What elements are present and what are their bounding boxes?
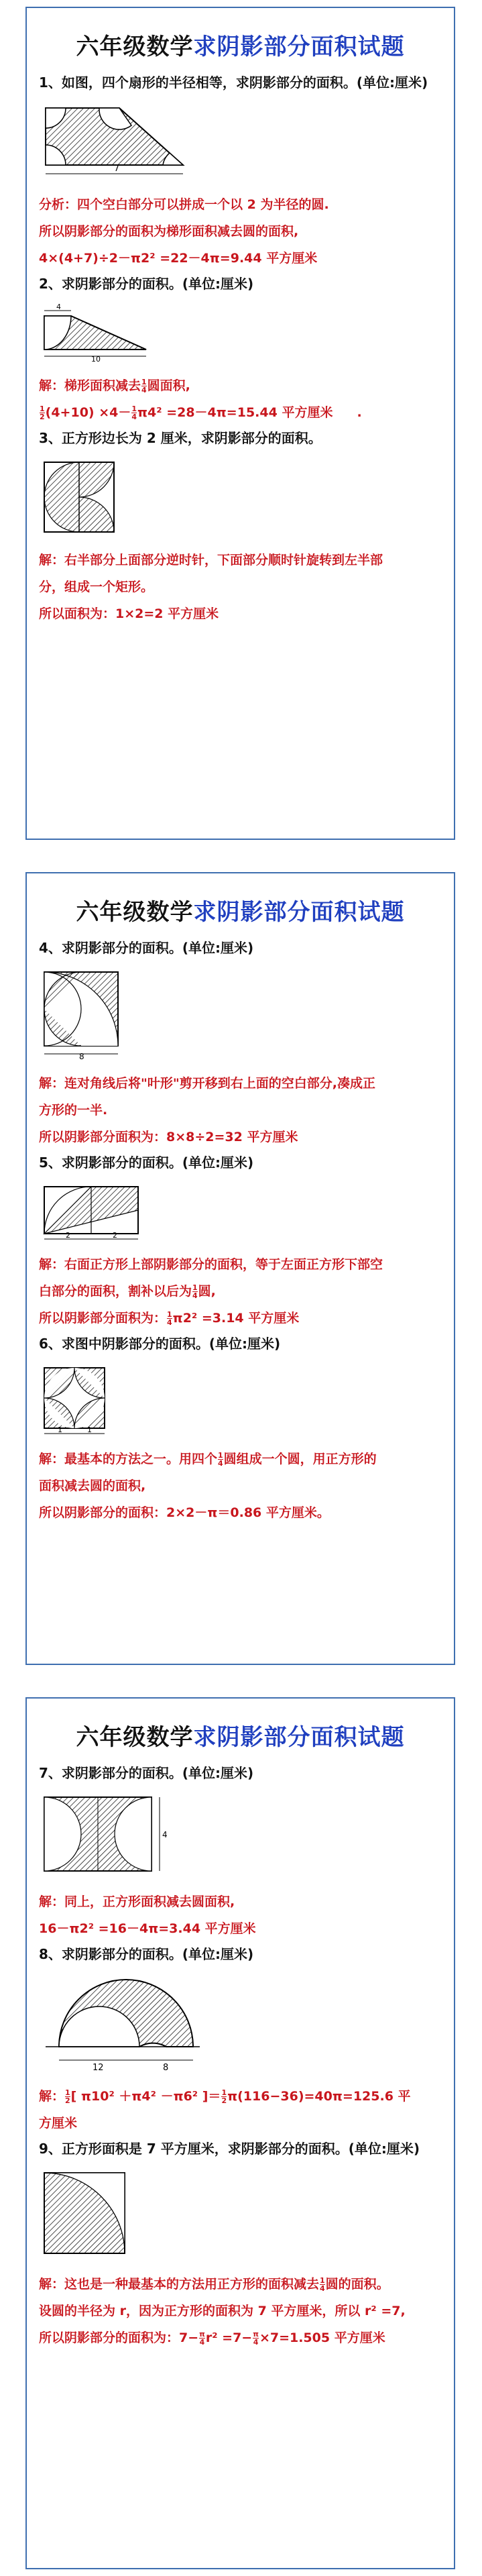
q9-answer-line-2: 设圆的半径为 r，因为正方形的面积为 7 平方厘米，所以 r² =7, (39, 2304, 406, 2318)
q8-answer-line-2: 方厘米 (39, 2116, 78, 2131)
question-4: 4、求阴影部分的面积。(单位:厘米) (39, 940, 254, 956)
figure-5-label-right: 2 (113, 1231, 117, 1240)
q2-answer-line-1: 解：梯形面积减去 $\frac{1}{4}$ 圆面积, (39, 378, 190, 394)
figure-1-label: 7 (114, 164, 120, 174)
figure-7 (39, 1792, 173, 1879)
figure-9 (39, 2167, 133, 2261)
figure-5-label-left: 2 (66, 1231, 70, 1240)
figure-6-label-right: 1 (87, 1426, 92, 1434)
page-3 (25, 1697, 455, 2569)
question-3: 3、正方形边长为 2 厘米，求阴影部分的面积。 (39, 430, 322, 446)
question-7: 7、求阴影部分的面积。(单位:厘米) (39, 1765, 254, 1781)
q6-answer-line-2: 面积减去圆的面积, (39, 1479, 146, 1493)
q8-answer-line-1: 解： $\frac{1}{2}$ [ π10² ＋π4² －π6² ]＝ $\frac{1}{2}$ π(116−36)=40π=125.6 平 (39, 2088, 411, 2105)
q2-answer-line-2: $\frac{1}{2}$ (4+10) ×4－ $\frac{1}{4}$ π4² =28－4π=15.44 平方厘米 . (40, 405, 362, 421)
page-2 (25, 872, 455, 1665)
figure-2-bottom-label: 10 (91, 355, 101, 363)
q9-answer-line-1: 解：这也是一种最基本的方法用正方形的面积减去 $\frac{1}{4}$ 圆的面积。 (39, 2276, 389, 2293)
q5-answer-line-3: 所以阴影部分面积为： $\frac{1}{4}$ π2² =3.14 平方厘米 (39, 1310, 300, 1327)
page-1 (25, 7, 455, 840)
q1-answer-line-1: 分析：四个空白部分可以拼成一个以 2 为半径的圆. (39, 197, 329, 212)
q3-answer-line-2: 分，组成一个矩形。 (39, 580, 154, 594)
q7-answer-line-1: 解：同上，正方形面积减去圆面积, (39, 1894, 235, 1909)
title-part1: 六年级数学 (76, 34, 194, 60)
figure-8 (39, 1973, 213, 2074)
page-title: 六年级数学求阴影部分面积试题 (76, 899, 405, 926)
question-5: 5、求阴影部分的面积。(单位:厘米) (39, 1155, 254, 1171)
figure-6 (39, 1362, 119, 1436)
q9-answer-line-3: 所以阴影部分的面积为：7− $\frac{\pi}{4}$ r² =7− $\frac{\pi}{4}$ ×7=1.505 平方厘米 (39, 2330, 385, 2347)
figure-4 (39, 967, 133, 1061)
figure-4-label: 8 (79, 1052, 84, 1061)
question-9: 9、正方形面积是 7 平方厘米，求阴影部分的面积。(单位:厘米) (39, 2141, 420, 2157)
figure-7-label: 4 (162, 1830, 168, 1839)
q4-answer-line-1: 解：连对角线后将"叶形"剪开移到右上面的空白部分,凑成正 (39, 1076, 376, 1091)
q5-answer-line-1: 解：右面正方形上部阴影部分的面积，等于左面正方形下部空 (39, 1257, 383, 1272)
question-8: 8、求阴影部分的面积。(单位:厘米) (39, 1946, 254, 1962)
q1-answer-line-2: 所以阴影部分的面积为梯形面积减去圆的面积, (39, 224, 299, 239)
question-1: 1、如图，四个扇形的半径相等，求阴影部分的面积。(单位:厘米) (39, 74, 428, 91)
title-part2: 求阴影部分面积试题 (193, 34, 405, 60)
q6-answer-line-3: 所以阴影部分的面积：2×2－π＝0.86 平方厘米。 (39, 1505, 330, 1520)
figure-2-top-label: 4 (56, 303, 61, 311)
figure-3 (39, 457, 126, 537)
figure-8-label-right: 8 (163, 2063, 169, 2073)
figure-8-label-left: 12 (93, 2063, 104, 2073)
q3-answer-line-3: 所以面积为：1×2=2 平方厘米 (39, 606, 219, 621)
question-2: 2、求阴影部分的面积。(单位:厘米) (39, 276, 254, 292)
q7-answer-line-2: 16－π2² =16－4π=3.44 平方厘米 (39, 1921, 256, 1936)
page-title (39, 28, 442, 61)
figure-1 (39, 101, 193, 182)
figure-6-label-left: 1 (58, 1426, 62, 1434)
question-6: 6、求图中阴影部分的面积。(单位:厘米) (39, 1336, 281, 1352)
page-title: 六年级数学求阴影部分面积试题 (76, 1724, 405, 1751)
q5-answer-line-2: 白部分的面积，割补以后为 $\frac{1}{4}$ 圆, (39, 1283, 216, 1300)
figure-5 (39, 1181, 146, 1242)
figure-2 (39, 303, 153, 363)
q6-answer-line-1: 解：最基本的方法之一。用四个 $\frac{1}{4}$ 圆组成一个圆，用正方形的 (39, 1451, 377, 1468)
q2-fraction: $\frac{1}{4}$ (141, 378, 147, 394)
q3-answer-line-1: 解：右半部分上面部分逆时针，下面部分顺时针旋转到左半部 (39, 553, 383, 568)
q1-answer-line-3: 4×(4+7)÷2－π2² =22－4π=9.44 平方厘米 (39, 251, 318, 266)
q4-answer-line-2: 方形的一半. (39, 1103, 108, 1118)
q4-answer-line-3: 所以阴影部分面积为：8×8÷2=32 平方厘米 (39, 1130, 298, 1144)
